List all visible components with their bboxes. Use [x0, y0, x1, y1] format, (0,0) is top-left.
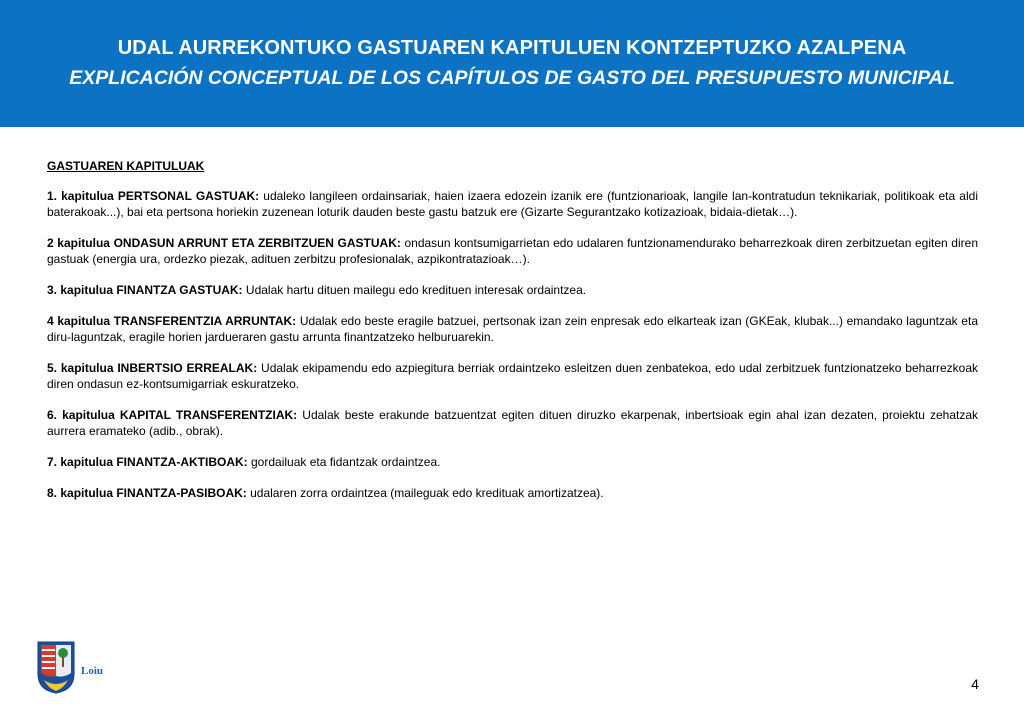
chapter-3-text: Udalak hartu dituen mailegu edo kredituen interesak ordaintzea. — [242, 283, 587, 297]
chapter-3-label: 3. kapitulua FINANTZA GASTUAK: — [47, 283, 243, 297]
chapter-1 — [47, 188, 978, 220]
chapter-2-label: 2 kapitulua ONDASUN ARRUNT ETA ZERBITZUEN GASTUAK: — [47, 236, 401, 250]
header-banner — [0, 0, 1024, 127]
section-heading: GASTUAREN KAPITULUAK — [47, 159, 205, 173]
chapter-4-label: 4 kapitulua TRANSFERENTZIA ARRUNTAK: — [47, 314, 297, 328]
loiu-coat-of-arms-icon — [36, 640, 116, 694]
chapter-7 — [47, 454, 978, 470]
chapter-8-text: udalaren zorra ordaintzea (maileguak edo kredituak amortizatzea). — [246, 486, 604, 500]
chapter-5-text: Udalak ekipamendu edo azpiegitura berriak ordaintzeko esleitzen duen zenbatekoa, edo udal zerbitzuek funtzionatzeko beharrezkoak diren ondasun ez-kontsumigarriak eskuratzeko. — [47, 361, 979, 391]
logo-text: Loiu — [81, 665, 104, 677]
chapter-4-text: Udalak edo beste eragile batzuei, pertsonak izan zein enpresak edo elkarteak izan (GKEak, klubak...) emandako laguntzak eta diru-laguntzak, eragile horien jardueraren gastu arrunta finantzatzeko helburuarekin. — [47, 314, 978, 344]
chapter-6 — [47, 407, 978, 439]
title-basque: UDAL AURREKONTUKO GASTUAREN KAPITULUEN KONTZEPTUZKO AZALPENA — [117, 37, 907, 59]
chapter-5-label: 5. kapitulua INBERTSIO ERREALAK: — [47, 361, 258, 375]
chapter-7-label: 7. kapitulua FINANTZA-AKTIBOAK: — [47, 455, 248, 469]
chapter-5 — [47, 360, 978, 392]
chapter-8 — [47, 485, 978, 501]
chapter-2 — [47, 235, 978, 267]
chapter-1-label: 1. kapitulua PERTSONAL GASTUAK: — [47, 189, 260, 203]
chapter-3 — [47, 282, 978, 298]
chapter-2-text: ondasun kontsumigarrietan edo udalaren funtzionamendurako beharrezkoak diren zerbitzuetan egiten diren gastuak (energia ura, ordezko piezak, adituen zerbitzu profesionalak, azpikontratazioak…). — [47, 236, 978, 266]
chapter-7-text: gordailuak eta fidantzak ordaintzea. — [247, 455, 441, 469]
page-number: 4 — [971, 676, 979, 692]
chapters-content — [47, 158, 978, 516]
chapter-4 — [47, 313, 978, 345]
chapter-6-label: 6. kapitulua KAPITAL TRANSFERENTZIAK: — [47, 408, 298, 422]
title-spanish: EXPLICACIÓN CONCEPTUAL DE LOS CAPÍTULOS DE GASTO DEL PRESUPUESTO MUNICIPAL — [69, 67, 955, 89]
chapter-6-text: Udalak beste erakunde batzuentzat egiten dituen diruzko ekarpenak, inbertsioak egin ahal izan dezaten, proiektu zehatzak aurrera eramateko (adib., obrak). — [47, 408, 978, 438]
chapter-8-label: 8. kapitulua FINANTZA-PASIBOAK: — [47, 486, 247, 500]
chapter-1-text: udaleko langileen ordainsariak, haien izaera edozein izanik ere (funtzionarioak, langile lan-kontratudun teknikariak, politikoak eta aldi baterakoak...), bai eta pertsona horiekin zuzenean loturik dauden beste gastu batzuk ere (Gizarte Segurantzako kotizazioak, bidaia-dietak…). — [47, 189, 978, 219]
